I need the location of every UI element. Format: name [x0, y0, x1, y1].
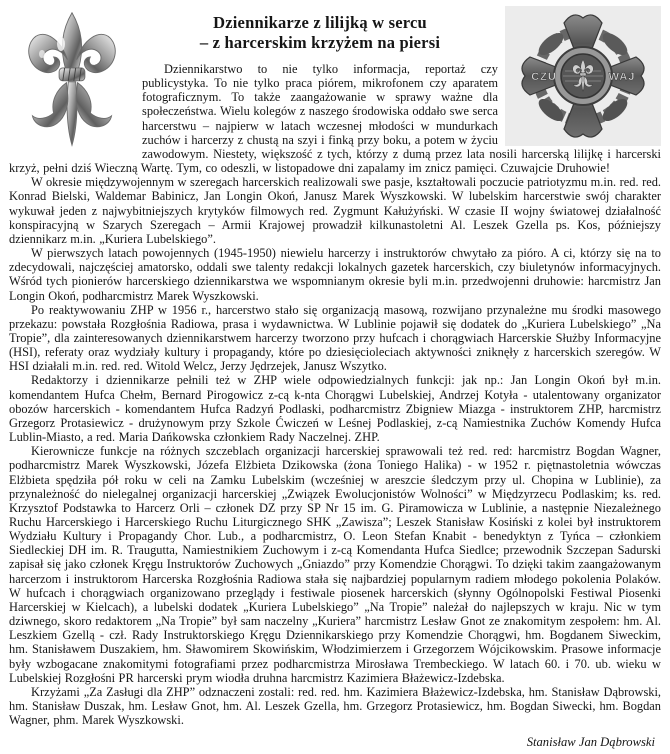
- scout-cross-icon: [505, 6, 661, 146]
- article-paragraph: W okresie międzywojennym w szeregach harcerskich realizowali swe pasje, kształtowali poczucie patriotyzmu m.in. red. red. Konrad Bielski, Waldemar Babinicz, Jan Longin Okoń, Janusz Marek Wyszkowski. W lubelskim harcerstwie swój charakter wykuwał jeden z najwybitniejszych krytyków filmowych red. Zygmunt Kałużyński. W czasie II wojny światowej działalność konspiracyjną w Szarych Szeregach – Armii Krajowej prowadził kilkunastoletni Al. Leszek Gzella ps. Kos, późniejszy dziennikarz m.in. „Kuriera Lubelskiego”.: [9, 175, 661, 246]
- article-title-line2: – z harcerskim krzyżem na piersi: [199, 33, 441, 52]
- article-paragraph: Krzyżami „Za Zasługi dla ZHP” odznaczeni zostali: red. red. hm. Kazimiera Błażewicz-Izdebska, hm. Stanisław Dąbrowski, hm. Stanisław Duszak, hm. Lesław Gnot, hm. Al. Leszek Gzella, hm. Grzegorz Protasiewicz, hm. Bogdan Siwecki, hm. Bogdan Wagner, phm. Marek Wyszkowski.: [9, 684, 661, 728]
- fleur-de-lis-icon: [9, 6, 135, 152]
- cross-left-arm-text: CZU: [531, 71, 557, 83]
- article-paragraph-intro: Dziennikarstwo to nie tylko informacja, reportaż czy publicystyka. To nie tylko praca piórem, mikrofonem czy aparatem fotograficznym. To także zaangażowanie w sprawy ważne dla społeczeństwa. Wielu kolegów z naszego środowiska oddało swe serca harcerstwu – najpierw w latach wczesnej młodości w mundurkach zuchów i harcerzy z chustą na szyi i finką przy boku, a potem w życiu zawodowym. Niestety, większość z tych, którzy z dumą przez lata nosili harcerską lilijkę i harcerski krzyż, pełni dziś Wieczną Wartę. Tym, co odeszli, w listopadowe dni zapalamy im znicz pamięci. Czuwajcie Druhowie!: [9, 62, 661, 176]
- article-paragraph: W pierwszych latach powojennych (1945-1950) niewielu harcerzy i instruktorów chwytało za pióro. A ci, którzy się na to zdecydowali, najczęściej amatorsko, oddali swe talenty redakcji lokalnych gazetek harcerskich, czy biuletynów informacyjnych. Wśród tych pionierów harcerskiego dziennikarstwa we wspomnianym okresie byli m.in. przedwojenni druhowie: harcmistrz Jan Longin Okoń, podharcmistrz Marek Wyszkowski.: [9, 246, 661, 303]
- article-title-line1: Dziennikarze z lilijką w sercu: [213, 13, 427, 32]
- article-paragraph: Po reaktywowaniu ZHP w 1956 r., harcerstwo stało się organizacją masową, rozwijano przynależne mu środki masowego przekazu: powstała Rozgłośnia Radiowa, prasa i wydawnictwa. W Lublinie pojawił się dodatek do „Kuriera Lubelskiego” „Na Tropie”, dla zainteresowanych dziennikarstwem harcerzy tworzono przy hufcach i chorągwiach Harcerskie Służby Informacyjne (HSI), referaty oraz wydziały kultury i propagandy, które po dziesięcioleciach aktywności zniknęły z harcerskich szeregów. W HSI działali m.in. red. red. Witold Welcz, Jerzy Jędrzejek, Janusz Wszytko.: [9, 302, 661, 374]
- article-paragraph: Redaktorzy i dziennikarze pełnili też w ZHP wiele odpowiedzialnych funkcji: jak np.: Jan Longin Okoń był m.in. komendantem Hufca Chełm, Bernard Pirogowicz z-cą k-nta Chorągwi Lubelskiej, Andrzej Kotyła - utalentowany organizator obozów harcerskich - komendantem Hufca Radzyń Podlaski, podharcmistrz Zbigniew Miazga - instruktorem ZHP, harcmistrz Grzegorz Protasiewicz - drużynowym przy Szkole Ćwiczeń w Leśnej Podlaskiej, z-cą Namiestnika Zuchów Komendy Hufca Lublin-Miasto, a red. Maria Dańkowska członkiem Rady Naczelnej. ZHP.: [9, 373, 661, 445]
- cross-right-arm-text: WAJ: [608, 71, 636, 83]
- scout-cross-photo: [505, 6, 661, 146]
- article-paragraph: Kierownicze funkcje na różnych szczeblach organizacji harcerskiej sprawowali też red. red: harcmistrz Bogdan Wagner, podharcmistrz Marek Wyszkowski, Józefa Elżbieta Dzikowska (żona Toniego Halika) - w 1952 r. piętnastoletnia wówczas Elżbieta spędziła pół roku w celi na Zamku Lubelskim (wcześniej w areszcie śledczym przy ul. Chopina w Lublinie), za przynależność do nielegalnej organizacji harcerskiej „Związek Ewolucjonistów Wolności” w Międzyrzecu Podlaskim; ks. red. Krzysztof Podstawka to Harcerz Orli – członek DZ przy SP Nr 15 im. G. Piramowicza w Lublinie, a następnie Niezależnego Ruchu Harcerskiego i Harcerskiego Ruchu Liturgicznego SHK „Zawisza”; Leszek Stanisław Kosiński z kolei był instruktorem Wydziału Kultury i Propagandy Chor. Lub., a podharcmistrz, O. Leon Stefan Knabit - benedyktyn z Tyńca – członkiem Siedleckiej DH im. R. Traugutta, Namiestnikiem Zuchowym i z-cą Komendanta Hufca Siedlce; przewodnik Szczepan Sadurski zapisał się jako członek Kręgu Instruktorów Zuchowych „Gniazdo” przy Komendzie Chorągwi. To dzięki takim zaangażowanym harcerzom i instruktorom Harcerska Rozgłośnia Radiowa stała się najbardziej popularnym radiem młodego pokolenia Polaków. W hufcach i chorągwiach organizowano przeglądy i festiwale piosenek harcerskich (słynny Ogólnopolski Festiwal Piosenki Harcerskiej w Kielcach), a lubelski dodatek „Kuriera Lubelskiego” „Na Tropie” należał do najlepszych w kraju. Nic w tym dziwnego, skoro redaktorem „Na Tropie” był sam naczelny „Kuriera” harcmistrz Lesław Gnot ze znakomitym zespołem: hm. Al. Leszkiem Gzellą - czł. Rady Instruktorskiego Kręgu Dziennikarskiego przy Komendzie Chorągwi, hm. Bogdanem Siweckim, hm. Stanisławem Duszakiem, hm. Sławomirem Skowińskim, Włodzimierzem i Grzegorzem Wójcikowskim. Prasowe informacje były wzbogacane znakomitymi fotografiami przez podharcmistrza Mirosława Trembeckiego. W latach 60. i 70. ub. wieku w Lubelskiej Rozgłośni PR harcerski prym wiodła druhna harcmistrz Kazimiera Błażewicz-Izdebska.: [9, 444, 661, 685]
- author-signature: Stanisław Jan Dąbrowski: [526, 735, 655, 750]
- scout-lily-photo: [9, 6, 135, 152]
